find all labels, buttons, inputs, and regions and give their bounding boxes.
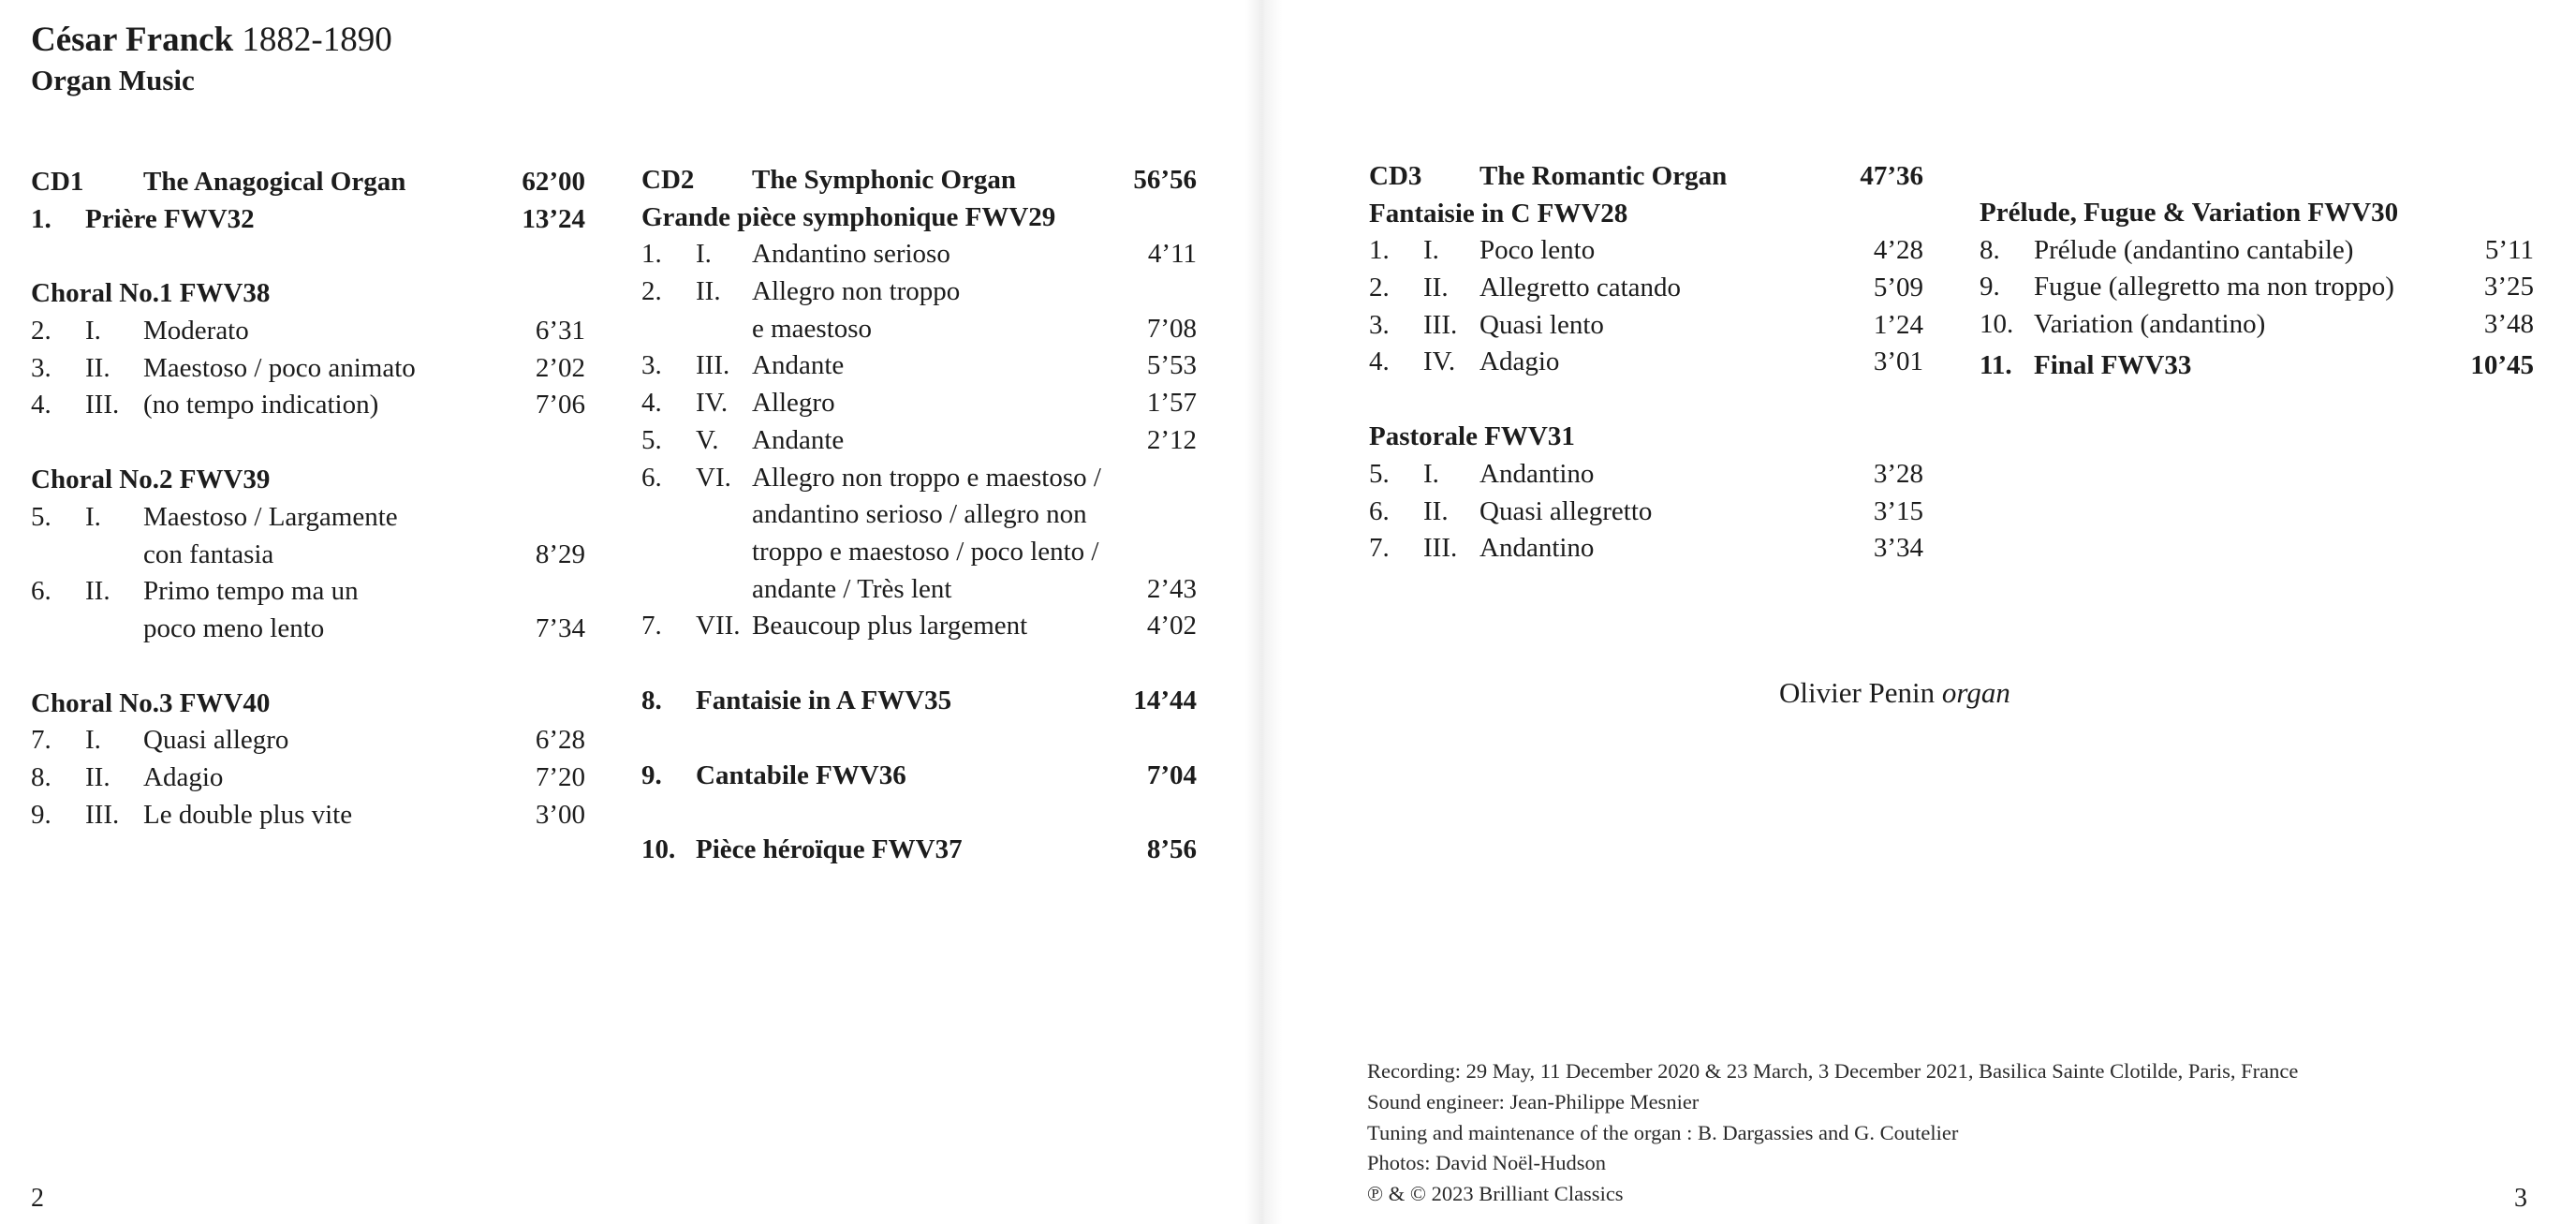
booklet-spine (1245, 0, 1283, 1224)
movement-number: I. (85, 725, 101, 756)
track-number: 5. (1369, 458, 1390, 489)
page-subtitle: Organ Music (31, 64, 195, 96)
track-row (641, 608, 1197, 645)
track-title-line: con fantasia (143, 538, 274, 569)
track-number: 8. (1980, 234, 2000, 265)
track-title-line: Primo tempo ma un (143, 576, 359, 607)
track-row (1369, 307, 1923, 345)
cd-duration: 62’00 (522, 167, 585, 197)
track-duration: 5’11 (2484, 234, 2534, 265)
track-row (31, 387, 585, 424)
track-title: Maestoso / poco animato (143, 352, 416, 383)
track-title-line: Allegro non troppo e maestoso / (752, 462, 1101, 493)
track-title: Prière FWV32 (85, 203, 255, 234)
track-duration: 4’28 (1873, 235, 1923, 266)
track-duration: 3’48 (2483, 309, 2534, 340)
track-title: Andantino serioso (752, 239, 950, 270)
movement-number: V. (696, 424, 719, 455)
track-duration: 13’24 (522, 203, 585, 234)
track-row (1980, 232, 2534, 270)
track-title: Adagio (143, 761, 224, 792)
track-number: 7. (1369, 533, 1390, 564)
movement-number: III. (1423, 309, 1458, 340)
track-number: 8. (31, 761, 52, 792)
track-row (1980, 347, 2534, 385)
movement-number: I. (1423, 235, 1439, 266)
movement-number: I. (696, 239, 712, 270)
track-row (1369, 494, 1923, 531)
work-heading: Prélude, Fugue & Variation FWV30 (1980, 198, 2399, 228)
track-title-line: andantino serioso / allegro non (752, 499, 1087, 530)
track-row (1369, 456, 1923, 494)
composer-name: César Franck (31, 21, 234, 59)
track-title: Final FWV33 (2034, 349, 2192, 380)
track-row (641, 683, 1197, 720)
track-title: Fugue (allegretto ma non troppo) (2034, 272, 2394, 302)
track-number: 3. (31, 352, 52, 383)
cd-title: The Romantic Organ (1479, 161, 1728, 191)
track-duration: 7’20 (535, 761, 585, 792)
track-number: 2. (31, 316, 52, 347)
track-duration: 4’02 (1146, 611, 1197, 641)
work-heading: Grande pièce symphonique FWV29 (641, 201, 1056, 232)
track-row (31, 201, 585, 239)
engineer-credit: Sound engineer: Jean-Philippe Mesnier (1367, 1089, 1700, 1113)
track-duration: 7’08 (1146, 313, 1197, 344)
track-number: 9. (641, 759, 662, 790)
movement-number: III. (1423, 533, 1458, 564)
page-title (31, 19, 392, 62)
movement-number: IV. (1423, 347, 1456, 377)
track-number: 1. (1369, 235, 1390, 266)
track-duration: 3’28 (1873, 458, 1923, 489)
track-title: Adagio (1479, 347, 1560, 377)
cd-label: CD1 (31, 167, 84, 197)
track-row (1980, 306, 2534, 344)
track-number: 3. (1369, 309, 1390, 340)
track-title: Le double plus vite (143, 799, 353, 830)
track-duration: 6’31 (535, 316, 585, 347)
track-row (31, 350, 585, 388)
cd-title: The Anagogical Organ (143, 167, 406, 197)
track-row-continued (31, 537, 585, 574)
movement-number: II. (1423, 273, 1449, 303)
movement-number: I. (85, 316, 101, 347)
movement-number: II. (1423, 495, 1449, 526)
cd-title: The Symphonic Organ (752, 165, 1016, 195)
track-title: Cantabile FWV36 (696, 759, 906, 790)
movement-number: III. (85, 799, 120, 830)
track-row (1369, 270, 1923, 307)
performer-name: Olivier Penin (1779, 676, 1936, 709)
track-duration: 7’04 (1146, 759, 1197, 790)
track-title: Beaucoup plus largement (752, 611, 1028, 641)
cd1-column (31, 164, 585, 833)
track-duration: 4’11 (1147, 239, 1197, 270)
track-duration: 3’01 (1873, 347, 1923, 377)
track-number: 4. (1369, 347, 1390, 377)
track-duration: 1’57 (1146, 388, 1197, 419)
track-row (641, 460, 1197, 497)
track-title-line: Allegro non troppo (752, 276, 961, 307)
track-duration: 8’29 (535, 538, 585, 569)
track-duration: 5’53 (1146, 350, 1197, 381)
track-number: 10. (641, 834, 676, 865)
track-row (31, 759, 585, 797)
track-number: 9. (1980, 272, 2000, 302)
track-title: Quasi lento (1479, 309, 1604, 340)
track-row-continued (641, 496, 1197, 534)
track-duration: 2’02 (535, 352, 585, 383)
cd-label: CD3 (1369, 161, 1422, 191)
track-row (31, 797, 585, 834)
track-number: 2. (641, 276, 662, 307)
track-title: Andante (752, 350, 845, 381)
track-title: Quasi allegro (143, 725, 289, 756)
cd3-header (1369, 158, 1923, 196)
track-row (641, 385, 1197, 422)
track-row (31, 499, 585, 537)
track-row (1369, 232, 1923, 270)
track-row-continued (31, 611, 585, 648)
track-number: 10. (1980, 309, 2014, 340)
track-row (1369, 344, 1923, 381)
track-title: Moderato (143, 316, 249, 347)
track-title: Allegretto catando (1479, 273, 1681, 303)
track-number: 2. (1369, 273, 1390, 303)
cd3-continued-column (1980, 195, 2534, 384)
performer-instrument: organ (1941, 676, 2010, 709)
cd-duration: 47’36 (1860, 161, 1923, 191)
track-title: Quasi allegretto (1479, 495, 1653, 526)
track-number: 6. (641, 462, 662, 493)
track-duration: 3’00 (535, 799, 585, 830)
track-row (641, 236, 1197, 273)
track-duration: 10’45 (2470, 349, 2534, 380)
track-number: 5. (641, 424, 662, 455)
movement-number: VI. (696, 462, 731, 493)
track-number: 4. (641, 388, 662, 419)
track-number: 5. (31, 501, 52, 532)
movement-number: III. (696, 350, 730, 381)
track-title: Andantino (1479, 533, 1595, 564)
track-number: 6. (1369, 495, 1390, 526)
track-number: 6. (31, 576, 52, 607)
track-number: 11. (1980, 349, 2012, 380)
track-row-continued (641, 571, 1197, 609)
cd2-header (641, 162, 1197, 199)
track-title: Andante (752, 424, 845, 455)
track-duration: 14’44 (1133, 685, 1197, 715)
title-block (31, 19, 392, 99)
track-number: 1. (641, 239, 662, 270)
track-number: 3. (641, 350, 662, 381)
cd2-column (641, 162, 1197, 869)
track-row (31, 722, 585, 759)
track-row (31, 573, 585, 611)
track-title: Variation (andantino) (2034, 309, 2266, 340)
track-row (1369, 530, 1923, 568)
track-duration: 7’06 (535, 390, 585, 420)
movement-number: II. (85, 576, 110, 607)
recording-credit: Recording: 29 May, 11 December 2020 & 23 March, 3 December 2021, Basilica Sainte Clotilde, Paris, France (1367, 1059, 2299, 1083)
track-title-line: troppo e maestoso / poco lento / (752, 536, 1099, 567)
track-duration: 2’43 (1146, 573, 1197, 604)
track-duration: 6’28 (535, 725, 585, 756)
movement-number: I. (1423, 458, 1439, 489)
movement-number: III. (85, 390, 120, 420)
track-title: Prélude (andantino cantabile) (2034, 234, 2354, 265)
copyright-notice: ℗ & © 2023 Brilliant Classics (1367, 1182, 1624, 1206)
track-title-line: e maestoso (752, 313, 873, 344)
track-title: Andantino (1479, 458, 1595, 489)
track-number: 8. (641, 685, 662, 715)
track-title-line: poco meno lento (143, 612, 325, 643)
page-number-right: 3 (2514, 1184, 2527, 1213)
movement-number: II. (696, 276, 721, 307)
performer-credit (1779, 674, 2010, 712)
cd3-column (1369, 158, 1923, 568)
cd-duration: 56’56 (1133, 165, 1197, 195)
movement-number: II. (85, 761, 110, 792)
tuning-credit: Tuning and maintenance of the organ : B. Dargassies and G. Coutelier (1367, 1120, 1959, 1144)
track-duration: 3’15 (1873, 495, 1923, 526)
track-title: Allegro (752, 388, 835, 419)
composer-years: 1882-1890 (242, 21, 392, 59)
track-duration: 3’25 (2483, 272, 2534, 302)
cd1-header (31, 164, 585, 201)
track-number: 1. (31, 203, 52, 234)
work-heading: Pastorale FWV31 (1369, 421, 1575, 452)
track-row (641, 422, 1197, 460)
track-title-line: andante / Très lent (752, 573, 952, 604)
track-number: 7. (31, 725, 52, 756)
track-duration: 1’24 (1873, 309, 1923, 340)
track-number: 9. (31, 799, 52, 830)
movement-number: I. (85, 501, 101, 532)
movement-number: II. (85, 352, 110, 383)
cd-label: CD2 (641, 165, 695, 195)
work-heading: Choral No.1 FWV38 (31, 278, 271, 309)
track-row (641, 832, 1197, 869)
track-row (641, 273, 1197, 311)
photos-credit: Photos: David Noël-Hudson (1367, 1151, 1606, 1175)
track-duration: 5’09 (1873, 273, 1923, 303)
movement-number: IV. (696, 388, 729, 419)
track-title: Fantaisie in A FWV35 (696, 685, 952, 715)
work-heading: Choral No.3 FWV40 (31, 687, 271, 718)
track-duration: 2’12 (1146, 424, 1197, 455)
track-row (31, 313, 585, 350)
track-row (641, 758, 1197, 795)
work-heading: Choral No.2 FWV39 (31, 465, 271, 495)
track-title-line: Maestoso / Largamente (143, 501, 398, 532)
track-row (641, 347, 1197, 385)
track-duration: 8’56 (1146, 834, 1197, 865)
work-heading: Fantaisie in C FWV28 (1369, 198, 1628, 229)
track-title: (no tempo indication) (143, 390, 379, 420)
track-number: 4. (31, 390, 52, 420)
movement-number: VII. (696, 611, 741, 641)
track-row-continued (641, 534, 1197, 571)
production-credits (1367, 1056, 2298, 1210)
track-row (1980, 269, 2534, 306)
track-number: 7. (641, 611, 662, 641)
track-duration: 3’34 (1873, 533, 1923, 564)
track-title: Poco lento (1479, 235, 1596, 266)
track-row-continued (641, 311, 1197, 348)
page-number-left: 2 (31, 1184, 44, 1213)
track-title: Pièce héroïque FWV37 (696, 834, 963, 865)
track-duration: 7’34 (535, 612, 585, 643)
